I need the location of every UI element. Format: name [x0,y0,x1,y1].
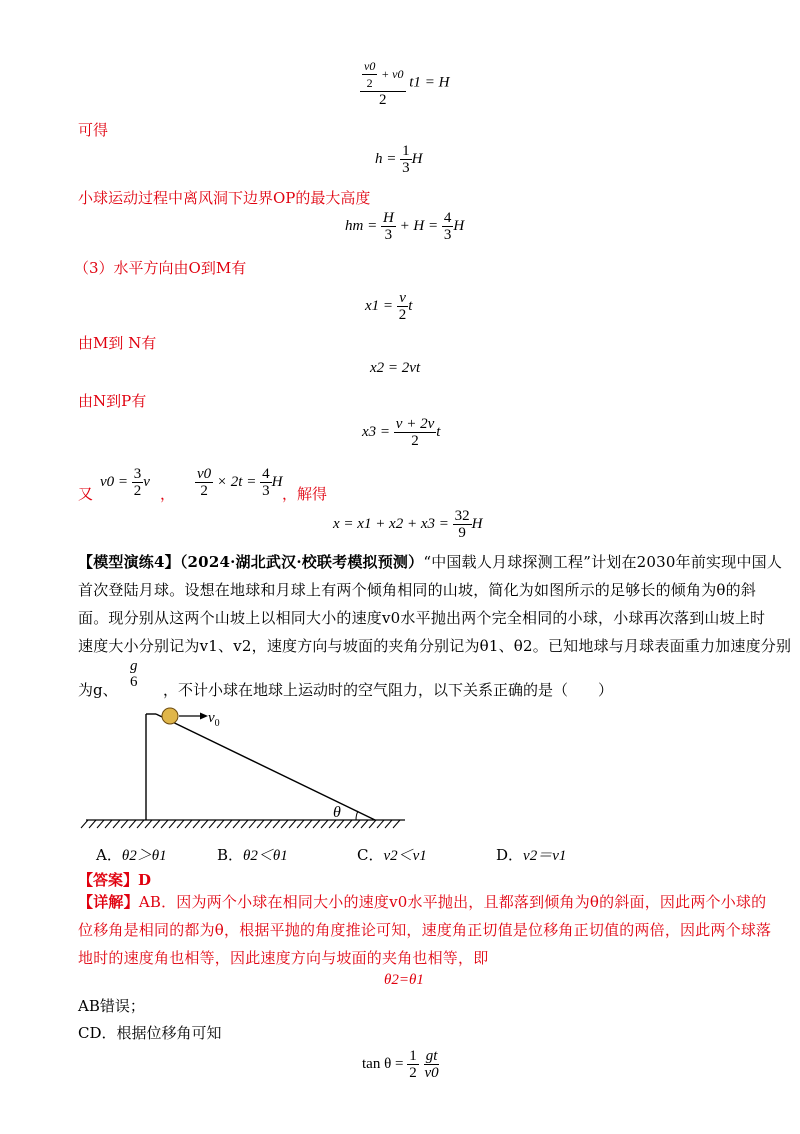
hatch-mark [193,820,200,828]
hatch-mark [81,820,88,828]
hatch-mark [377,820,384,828]
equation-9: x = x1 + x2 + x3 = $\frac{32}{9}$ H [333,508,483,541]
text-jiede: ，解得 [282,485,328,503]
hatch-mark [289,820,296,828]
option-b[interactable]: B．θ2＜θ1 [217,846,288,864]
equation-theta: θ2=θ1 [384,972,424,988]
hatch-mark [369,820,376,828]
equation-5: x2 = 2vt [370,360,421,376]
text-kede: 可得 [78,121,109,139]
text-max-height: 小球运动过程中离风洞下边界OP的最大高度 [78,189,371,207]
equation-10: tan θ = $\frac{1}{2}$ $\frac{gt}{v0}$ [362,1048,439,1081]
hatch-mark [89,820,96,828]
text-part3: （3）水平方向由O到M有 [74,259,247,277]
hatch-mark [113,820,120,828]
equation-8: $\frac{v0}{2}$ × 2t = $\frac{4}{3}$ H [197,466,283,499]
hatch-mark [233,820,240,828]
ball [162,708,178,724]
equation-7: v0 = $\frac{3}{2}$ v [100,466,150,499]
hatch-mark [337,820,344,828]
hatch-mark [153,820,160,828]
hatch-mark [241,820,248,828]
problem-line5: 为g、 [78,681,118,699]
hatch-mark [121,820,128,828]
hatch-mark [305,820,312,828]
hatch-mark [97,820,104,828]
hatch-mark [393,820,400,828]
hatch-mark [361,820,368,828]
equation-4: x1 = $\frac{v}{2}$ t [365,290,413,323]
hatch-mark [105,820,112,828]
hatch-mark [137,820,144,828]
angle-arc [356,811,358,820]
hatch-mark [249,820,256,828]
hatch-mark [201,820,208,828]
hatch-mark [185,820,192,828]
option-a[interactable]: A．θ2＞θ1 [96,846,167,864]
incline-figure [80,700,410,840]
hatch-mark [257,820,264,828]
hatch-mark [273,820,280,828]
hatch-mark [169,820,176,828]
equation-3: hm = $\frac{H}{3}$ + H = $\frac{4}{3}$ H [345,210,465,243]
hatch-mark [161,820,168,828]
arrow-head [200,713,208,720]
hatch-mark [209,820,216,828]
problem-line5-post: ，不计小球在地球上运动时的空气阻力，以下关系正确的是（ ） [163,681,614,699]
equation-1: $\frac{v0}{2}$ + v0 2 t1 = H [360,58,449,108]
comma: ， [160,485,176,503]
hatch-mark [353,820,360,828]
g-over-6: g 6 [130,658,138,690]
text-n-to-p: 由N到P有 [78,392,147,410]
slope-line [156,714,375,820]
hatch-mark [217,820,224,828]
explanation: 【详解】AB．因为两个小球在相同大小的速度v0水平抛出，且都落到倾角为θ的斜面，因此两个小球的 位移角是相同的都为θ，根据平抛的角度推论可知，速度角正切值是位移角正切值的两倍，因此两个球落 地时的速度角也相等，因此速度方向与坡面的夹角也相等，即 [78,893,772,967]
hatch-mark [145,820,152,828]
hatch-mark [329,820,336,828]
option-c[interactable]: C．v2＜v1 [357,846,427,864]
hatch-mark [265,820,272,828]
hatch-mark [321,820,328,828]
hatch-mark [345,820,352,828]
equation-2: h = $\frac{1}{3}$ H [375,143,423,176]
equation-6: x3 = $\frac{v + 2v}{2}$ t [362,416,441,449]
text-ab-wrong: AB错误； [78,997,145,1015]
hatch-mark [177,820,184,828]
text-m-to-n: 由M到 N有 [78,334,157,352]
hatch-mark [385,820,392,828]
hatch-mark [313,820,320,828]
hatch-mark [281,820,288,828]
answer: 【答案】D [78,871,152,889]
hatch-mark [129,820,136,828]
text-cd: CD．根据位移角可知 [78,1024,222,1042]
theta-label: θ [333,804,341,821]
v0-label: $v_0$ [208,710,220,729]
problem-statement: 【模型演练4】（2024·湖北武汉·校联考模拟预测）“中国载人月球探测工程”计划在2030年前实现中国人 首次登陆月球。设想在地球和月球上有两个倾角相同的山坡，简化为如图所示的足够长的倾角为θ的斜 面。现分别从这两个山坡上以相同大小的速度v0水平抛出两个完全相同的小球，小球再次落到山坡上时 速度大小分别记为v1、v2，速度方向与坡面的夹角分别记为θ1、θ2。已知地球与月球表面重力加速度分别 [78,553,792,655]
hatch-mark [225,820,232,828]
hatch-mark [297,820,304,828]
option-d[interactable]: D．v2＝v1 [496,846,567,864]
text-you: 又 [78,485,94,503]
